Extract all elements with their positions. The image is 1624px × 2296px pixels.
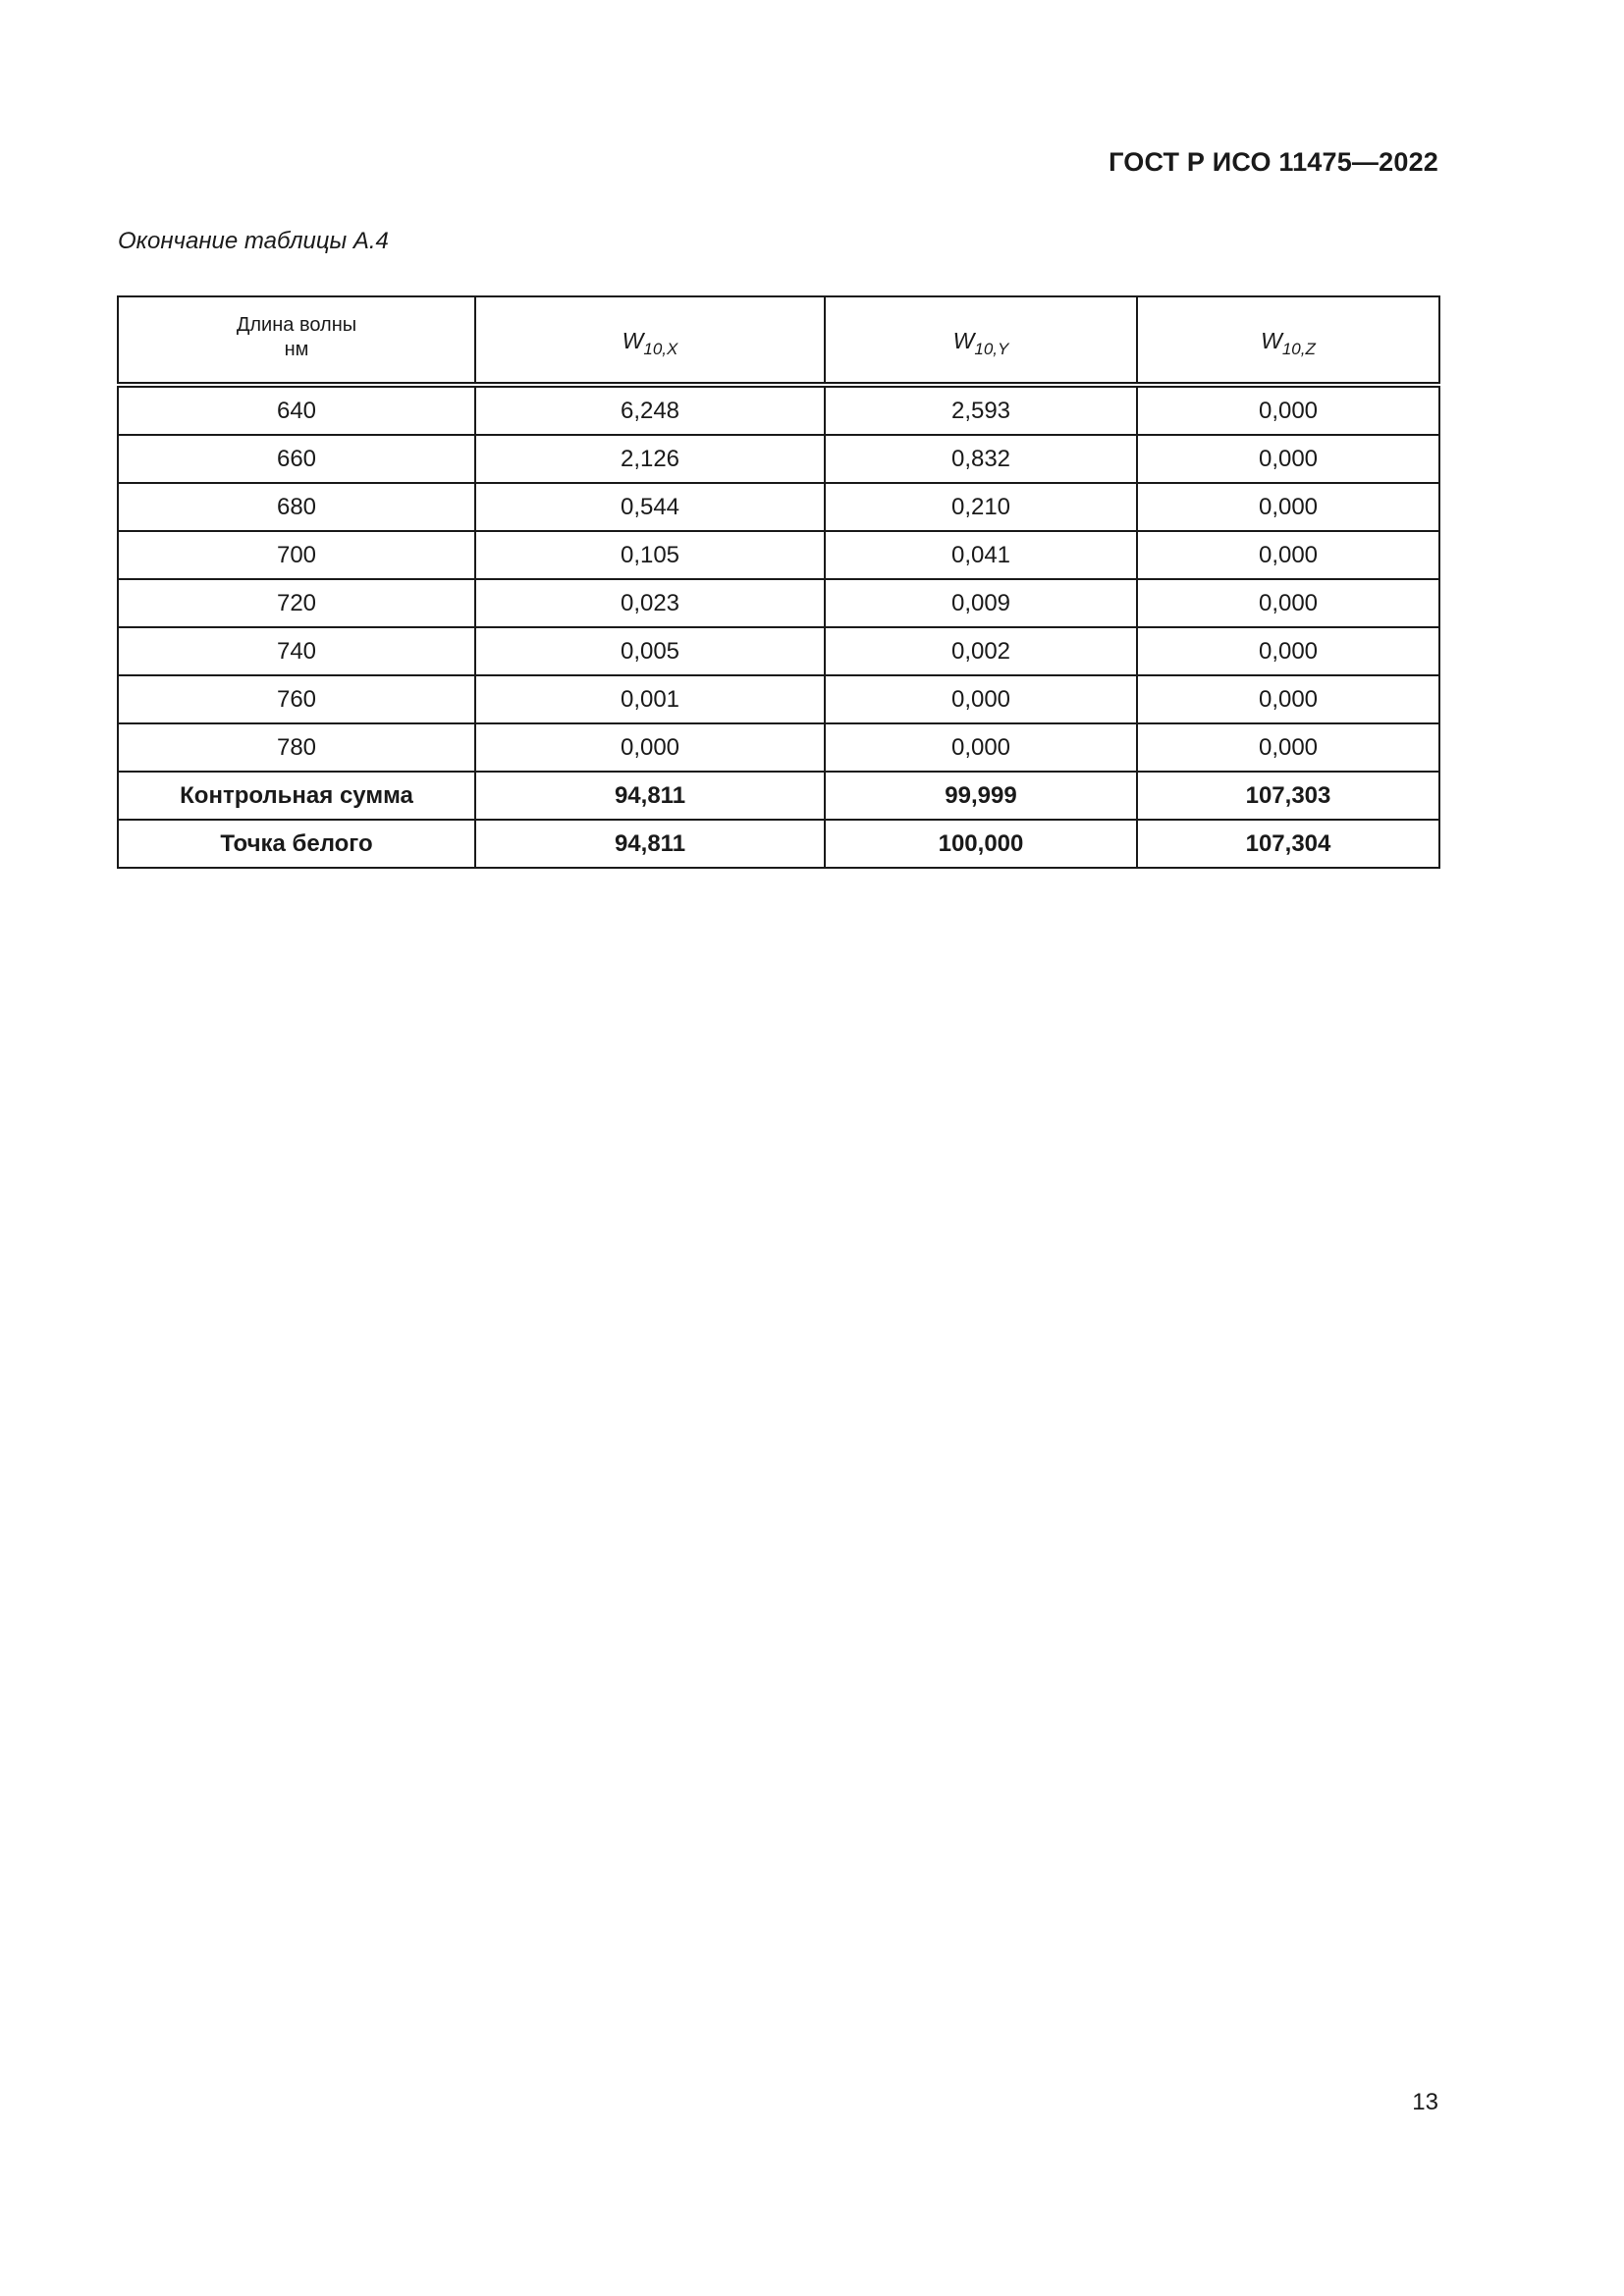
whitepoint-row <box>118 820 1439 868</box>
page-number: 13 <box>1412 2089 1438 2115</box>
table-row <box>118 385 1439 435</box>
cell-w10x: 0,001 <box>475 675 825 723</box>
cell-w10z: 0,000 <box>1137 675 1439 723</box>
cell-wavelength: 680 <box>118 483 475 531</box>
cell-w10x: 0,023 <box>475 579 825 627</box>
header-w10y-sub: 10,Y <box>974 340 1009 358</box>
cell-w10y: 2,593 <box>825 385 1137 435</box>
cell-wavelength: 700 <box>118 531 475 579</box>
header-w10y-base: W <box>952 328 975 353</box>
table-row <box>118 531 1439 579</box>
header-wavelength <box>118 296 475 385</box>
table-caption: Окончание таблицы А.4 <box>118 228 389 254</box>
table-row <box>118 483 1439 531</box>
cell-w10x: 0,005 <box>475 627 825 675</box>
header-w10x-base: W <box>622 328 644 353</box>
header-w10x <box>475 296 825 385</box>
table-header-row <box>118 296 1439 385</box>
header-w10z-sub: 10,Z <box>1281 340 1316 358</box>
cell-w10y: 0,041 <box>825 531 1137 579</box>
header-wavelength-label: Длина волны <box>236 314 357 336</box>
cell-w10y: 0,009 <box>825 579 1137 627</box>
cell-wavelength: 720 <box>118 579 475 627</box>
cell-w10z: 0,000 <box>1137 385 1439 435</box>
cell-w10x: 0,105 <box>475 531 825 579</box>
cell-w10z: 0,000 <box>1137 579 1439 627</box>
document-code: ГОСТ Р ИСО 11475—2022 <box>1109 147 1438 177</box>
whitepoint-label: Точка белого <box>118 820 475 868</box>
cell-w10z: 0,000 <box>1137 723 1439 772</box>
cell-wavelength: 740 <box>118 627 475 675</box>
header-w10y <box>825 296 1137 385</box>
cell-w10x: 0,544 <box>475 483 825 531</box>
header-w10z <box>1137 296 1439 385</box>
cell-w10x: 2,126 <box>475 435 825 483</box>
cell-w10z: 0,000 <box>1137 627 1439 675</box>
checksum-w10z: 107,303 <box>1137 772 1439 820</box>
header-wavelength-unit: нм <box>284 339 309 360</box>
whitepoint-w10z: 107,304 <box>1137 820 1439 868</box>
cell-w10z: 0,000 <box>1137 483 1439 531</box>
whitepoint-w10x: 94,811 <box>475 820 825 868</box>
checksum-w10x: 94,811 <box>475 772 825 820</box>
whitepoint-w10y: 100,000 <box>825 820 1137 868</box>
cell-w10y: 0,210 <box>825 483 1137 531</box>
cell-w10y: 0,000 <box>825 723 1137 772</box>
cell-wavelength: 760 <box>118 675 475 723</box>
cell-wavelength: 640 <box>118 385 475 435</box>
cell-w10y: 0,832 <box>825 435 1137 483</box>
table-row <box>118 675 1439 723</box>
cell-w10x: 6,248 <box>475 385 825 435</box>
cell-wavelength: 660 <box>118 435 475 483</box>
table-row <box>118 723 1439 772</box>
table-row <box>118 435 1439 483</box>
table-row <box>118 579 1439 627</box>
checksum-w10y: 99,999 <box>825 772 1137 820</box>
table-row <box>118 627 1439 675</box>
header-w10x-sub: 10,X <box>643 340 678 358</box>
cell-w10x: 0,000 <box>475 723 825 772</box>
checksum-label: Контрольная сумма <box>118 772 475 820</box>
header-w10z-base: W <box>1261 328 1282 353</box>
cell-w10y: 0,000 <box>825 675 1137 723</box>
cell-w10y: 0,002 <box>825 627 1137 675</box>
data-table <box>117 295 1440 869</box>
cell-wavelength: 780 <box>118 723 475 772</box>
checksum-row <box>118 772 1439 820</box>
cell-w10z: 0,000 <box>1137 531 1439 579</box>
cell-w10z: 0,000 <box>1137 435 1439 483</box>
